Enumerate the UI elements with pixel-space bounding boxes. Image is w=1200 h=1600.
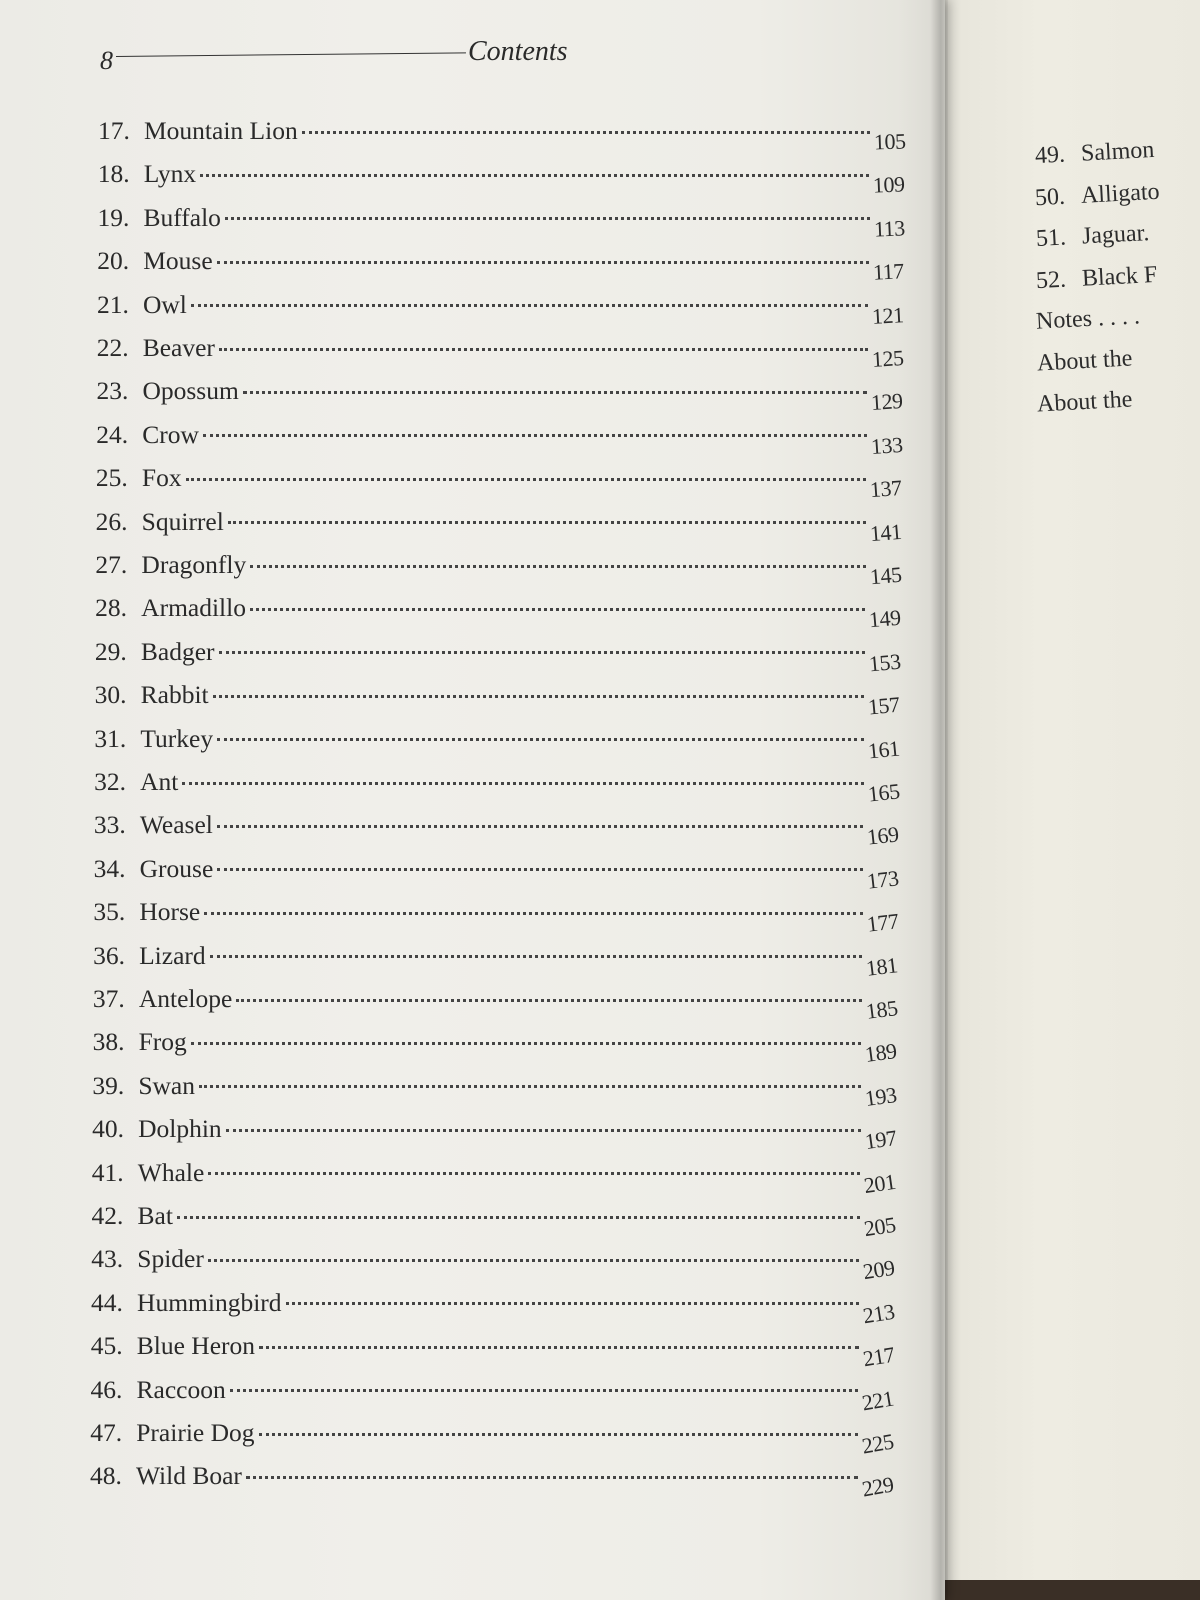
toc-entry-title: Hummingbird (137, 1287, 282, 1317)
toc-entry-page: 161 (866, 735, 901, 764)
toc-entry-page: 125 (870, 345, 904, 372)
dot-leader (217, 825, 863, 828)
toc-entry (97, 159, 906, 199)
dot-leader (177, 1216, 860, 1219)
toc-entry-number: 29. (94, 636, 127, 666)
toc-entry-title: Opossum (142, 376, 239, 406)
dot-leader (210, 955, 863, 958)
toc-entry-number: 27. (95, 550, 128, 579)
toc-entry-page: 189 (863, 1038, 899, 1068)
toc-entry-title: Lynx (143, 159, 197, 189)
toc-entry-title: Antelope (138, 984, 233, 1013)
toc-entry-number: 21. (96, 289, 129, 319)
toc-entry-title: Mouse (143, 246, 213, 276)
toc-entry-page: 145 (868, 561, 903, 590)
toc-entry (98, 116, 906, 155)
toc-entry-page: 209 (861, 1255, 897, 1285)
toc-entry-page: 197 (862, 1125, 898, 1155)
dot-leader (225, 217, 870, 220)
toc-entry-page: 149 (868, 605, 902, 633)
dot-leader (213, 695, 865, 698)
toc-entry-title: Jaguar. (1080, 220, 1150, 250)
toc-entry-number: 52. (1035, 266, 1067, 294)
toc-entry-page: 193 (863, 1081, 898, 1111)
toc-entry-number: 46. (90, 1374, 123, 1404)
toc-entry-number: 43. (91, 1244, 124, 1274)
toc-entry (95, 506, 903, 546)
dot-leader (286, 1302, 860, 1305)
toc-entry-title: Weasel (139, 810, 213, 840)
toc-entry-title: Armadillo (141, 593, 246, 623)
dot-leader (199, 1085, 861, 1088)
toc-entry-number: 44. (91, 1287, 123, 1317)
dot-leader (203, 434, 867, 437)
toc-entry (92, 1027, 899, 1068)
spine-shadow (930, 0, 948, 1600)
toc-entry-number: 34. (93, 853, 126, 883)
dot-leader (208, 1259, 860, 1262)
toc-entry-right (1036, 387, 1133, 419)
toc-entry-title: About the (1035, 345, 1133, 376)
toc-entry-number: 51. (1034, 224, 1067, 252)
dot-leader (259, 1433, 858, 1436)
dot-leader (200, 174, 869, 177)
toc-entry-title: Lizard (139, 940, 206, 970)
toc-entry-title: Swan (138, 1070, 195, 1100)
dot-leader (219, 348, 868, 351)
dot-leader (217, 868, 863, 871)
toc-entry-title: Ant (140, 767, 179, 796)
toc-entry-page: 177 (865, 908, 900, 937)
toc-entry (96, 419, 904, 459)
toc-entry-page: 213 (861, 1298, 897, 1329)
toc-entry-page: 137 (869, 475, 903, 503)
dot-leader (186, 478, 867, 481)
toc-entry (97, 246, 905, 285)
toc-entry-number: 18. (97, 159, 130, 189)
toc-entry (95, 550, 903, 590)
toc-entry (95, 463, 903, 503)
toc-entry-page: 185 (864, 995, 899, 1024)
toc-entry (93, 897, 900, 937)
toc-entry (90, 1418, 896, 1459)
toc-entry-title: Wild Boar (136, 1461, 242, 1491)
toc-entry (90, 1374, 896, 1416)
toc-entry-title: Dolphin (138, 1114, 222, 1144)
dot-leader (250, 565, 865, 568)
toc-entry (94, 767, 901, 807)
toc-entry-number: 31. (94, 723, 127, 753)
toc-entry-number: 25. (95, 463, 128, 493)
toc-entry-title: Dragonfly (141, 550, 247, 579)
toc-entry-page: 129 (870, 388, 904, 416)
toc-entry-number: 47. (90, 1418, 123, 1447)
toc-entry-title: Horse (139, 897, 201, 927)
dot-leader (228, 521, 866, 524)
dot-leader (250, 608, 865, 611)
toc-entry (93, 853, 900, 894)
toc-entry-number: 28. (95, 593, 128, 623)
toc-entry (92, 1070, 898, 1111)
toc-entry (94, 636, 902, 677)
toc-entry-number: 50. (1034, 183, 1067, 211)
toc-entry-number: 40. (92, 1114, 124, 1144)
toc-entry (91, 1157, 898, 1198)
toc-entry (92, 1114, 898, 1155)
toc-entry-title: Blue Heron (136, 1331, 256, 1361)
toc-entry (94, 723, 901, 764)
toc-entry (95, 593, 902, 633)
toc-entry (96, 376, 904, 416)
dot-leader (302, 131, 870, 134)
toc-entry-title: Rabbit (140, 680, 209, 710)
toc-entry-page: 105 (873, 128, 906, 155)
toc-entry (94, 680, 902, 720)
toc-entry-page: 205 (862, 1211, 897, 1242)
dot-leader (208, 1172, 860, 1175)
toc-entry-page: 153 (867, 648, 902, 677)
dot-leader (204, 912, 862, 915)
toc-entry-title: Prairie Dog (136, 1418, 255, 1447)
toc-entry-page: 165 (866, 778, 901, 807)
toc-entry-title: Salmon (1080, 136, 1155, 167)
toc-entry (91, 1287, 897, 1329)
toc-entry-page: 113 (872, 215, 905, 242)
toc-entry-page: 225 (859, 1428, 896, 1459)
toc-entry-page: 141 (869, 518, 903, 546)
toc-entry-number: 22. (96, 333, 129, 362)
toc-entry-title: Badger (140, 636, 215, 666)
toc-entry (91, 1244, 897, 1285)
toc-entry-page: 217 (860, 1341, 896, 1372)
dot-leader (182, 782, 863, 785)
toc-entry-title: Black F (1081, 261, 1158, 292)
dot-leader (230, 1389, 859, 1392)
toc-entry-number: 33. (93, 810, 126, 840)
toc-entry (93, 810, 900, 851)
dot-leader (259, 1346, 859, 1349)
toc-entry-title: Beaver (142, 333, 215, 362)
toc-entry (96, 289, 905, 329)
toc-entry-number: 48. (90, 1461, 122, 1491)
toc-entry-number: 24. (96, 419, 129, 449)
toc-entry-title: Frog (138, 1027, 187, 1057)
toc-entry-title: Spider (137, 1244, 204, 1274)
dot-leader (191, 304, 868, 307)
toc-entry-title: Turkey (140, 723, 214, 753)
dot-leader (217, 261, 870, 264)
header-title: Contents (468, 36, 568, 67)
toc-entry-title: Whale (137, 1157, 205, 1187)
dot-leader (217, 738, 864, 741)
toc-entry-number: 41. (91, 1157, 124, 1187)
toc-entry-number: 49. (1034, 141, 1066, 170)
toc-entry-number: 36. (93, 940, 125, 970)
toc-entry (90, 1461, 895, 1502)
toc-entry-title: Raccoon (136, 1374, 226, 1404)
toc-entry-page: 169 (865, 821, 900, 851)
toc-entry-page: 229 (859, 1471, 895, 1502)
toc-entry-right (1035, 261, 1158, 294)
toc-entry-title: Buffalo (143, 202, 221, 232)
toc-entry-number: 37. (92, 984, 125, 1013)
toc-entry-title: Squirrel (141, 506, 224, 536)
toc-entry-number: 19. (97, 202, 130, 232)
toc-entry-number: 23. (96, 376, 129, 406)
toc-entry-number: 32. (94, 767, 126, 796)
toc-entry (90, 1331, 896, 1372)
toc-entry-page: 157 (867, 691, 902, 720)
toc-entry-page: 173 (865, 865, 900, 894)
toc-entry-page: 117 (872, 258, 905, 285)
header-page-number: 8 (100, 46, 113, 75)
toc-entry-number: 38. (92, 1027, 125, 1057)
toc-entry-title: Mountain Lion (144, 116, 298, 145)
toc-entry-title: Crow (142, 419, 199, 449)
toc-entry-page: 109 (872, 171, 906, 199)
dot-leader (226, 1129, 861, 1132)
dot-leader (243, 391, 867, 394)
toc-entry-number: 39. (92, 1070, 125, 1100)
toc-entry-number: 20. (97, 246, 130, 276)
toc-entry (92, 984, 899, 1024)
toc-entry-page: 133 (869, 431, 904, 459)
dot-leader (219, 651, 865, 654)
toc-entry-number: 30. (94, 680, 127, 710)
toc-entry (91, 1201, 897, 1242)
toc-entry-title: Alligato (1080, 178, 1161, 209)
toc-entry-title: Fox (141, 463, 182, 493)
toc-entry-number: 45. (90, 1331, 123, 1361)
toc-entry-page: 181 (864, 951, 899, 981)
toc-entry-page: 221 (860, 1385, 896, 1416)
dot-leader (246, 1476, 858, 1479)
toc-entry-number: 17. (98, 116, 130, 145)
toc-entry (93, 940, 899, 981)
toc-entry-number: 35. (93, 897, 126, 927)
toc-entry-right (1036, 345, 1133, 377)
toc-entry-page: 121 (871, 301, 905, 329)
dot-leader (191, 1042, 862, 1045)
toc-entry-right (1036, 303, 1141, 335)
toc-entry-title: About the (1036, 386, 1133, 418)
toc-entry-title: Notes . . . . (1035, 303, 1141, 335)
toc-entry-title: Owl (142, 289, 187, 319)
toc-entry-title: Bat (137, 1201, 173, 1230)
toc-entry-page: 201 (862, 1168, 898, 1198)
toc-entry (97, 202, 905, 242)
toc-entry-title: Grouse (139, 853, 214, 883)
toc-entry-number: 26. (95, 506, 128, 536)
dot-leader (236, 999, 861, 1002)
toc-entry-number: 42. (91, 1201, 124, 1230)
toc-entry (96, 333, 904, 372)
